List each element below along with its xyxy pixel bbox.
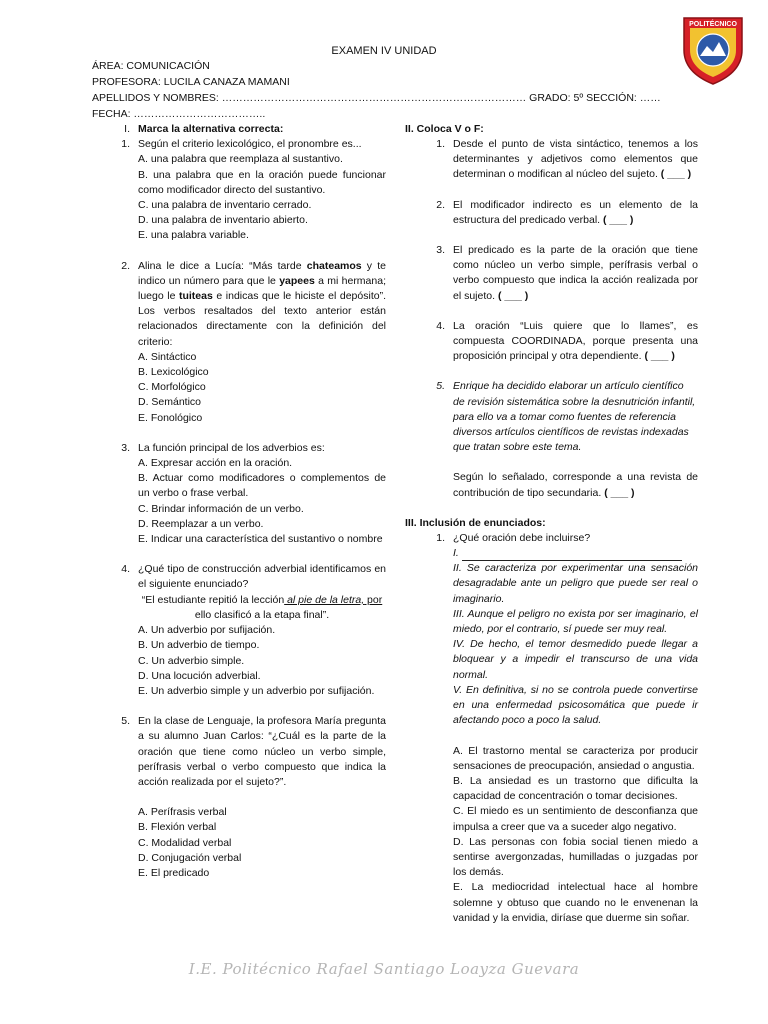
question-1: [110, 137, 386, 243]
school-crest-logo: [680, 14, 746, 86]
question-5: [110, 714, 386, 881]
question-stem: La función principal de los adverbios es:: [138, 441, 325, 454]
option-c: C. Un adverbio simple.: [138, 654, 245, 667]
option-c: C. Morfológico: [138, 381, 206, 394]
section-2-heading: II. Coloca V o F:: [405, 123, 484, 135]
student-name-field: APELLIDOS Y NOMBRES: …………………………………………………………………………… GRADO: 5º SECCIÓN: ……: [92, 92, 661, 104]
tf-item-5: [425, 379, 698, 500]
option-b: B. una palabra que en la oración puede funcionar como modificador directo del sustantivo.: [138, 168, 386, 196]
sentence-ii: II. Se caracteriza por experimentar una sensación desagradable ante un peligro que puede ser real o imaginario.: [453, 562, 698, 605]
question-stem: En la clase de Lenguaje, la profesora María pregunta a su alumno Juan Carlos: “¿Cuál es la parte de la oración que tiene como núcleo un verbo simple, perífrasis verbal o verbo compuesto que indica la acción realizada por el sujeto?”.: [138, 715, 386, 788]
item-number: 3.: [436, 244, 445, 257]
date-field: FECHA: ………………………………..: [92, 108, 266, 120]
option-b: B. Flexión verbal: [138, 821, 217, 834]
item-number: 2.: [436, 198, 445, 211]
question-3: [110, 441, 386, 547]
item-text: Según lo señalado, corresponde a una revista de contribución de tipo secundaria.: [453, 471, 698, 499]
question-2: [110, 259, 386, 426]
sentence-iv: IV. De hecho, el temor desmedido puede llegar a bloquear y a impedir el transcurso de una vida normal.: [453, 638, 698, 681]
option-d: D. Conjugación verbal: [138, 851, 242, 864]
question-stem: ¿Qué tipo de construcción adverbial identificamos en el siguiente enunciado?: [138, 563, 386, 591]
tf-item-3: [425, 243, 698, 304]
item-text: El predicado es la parte de la oración que tiene como núcleo un verbo simple, perífrasis verbal o verbo compuesto que indica la acción realizada por el sujeto.: [453, 244, 698, 302]
inclusion-question-1: [425, 531, 698, 926]
question-4: [110, 562, 386, 699]
blank-sentence-i: I.: [453, 546, 698, 561]
option-a: A. El trastorno mental se caracteriza por producir sensaciones de preocupación, ansiedad o angustia.: [453, 744, 698, 772]
option-d: D. una palabra de inventario abierto.: [138, 214, 308, 227]
question-stem: Según el criterio lexicológico, el pronombre es...: [138, 138, 362, 151]
footer-school-name: I.E. Politécnico Rafael Santiago Loayza Guevara: [188, 960, 580, 978]
left-column: [110, 122, 386, 881]
option-a: A. Expresar acción en la oración.: [138, 457, 293, 470]
option-e: E. Fonológico: [138, 411, 203, 424]
question-number: 3.: [121, 441, 130, 454]
option-e: E. una palabra variable.: [138, 229, 249, 242]
option-c: C. una palabra de inventario cerrado.: [138, 199, 312, 212]
question-number: 5.: [121, 715, 130, 728]
tf-item-4: [425, 319, 698, 365]
svg-text:POLITÉCNICO: POLITÉCNICO: [689, 21, 737, 28]
example-sentence: “El estudiante repitió la lección al pie de la letra, por: [141, 593, 383, 606]
section-1-title: Marca la alternativa correcta:: [138, 123, 284, 135]
tf-item-2: [425, 198, 698, 228]
question-stem: ¿Qué oración debe incluirse?: [453, 531, 591, 544]
option-e: E. El predicado: [138, 866, 210, 879]
item-number: 1.: [436, 138, 445, 150]
question-number: 4.: [121, 563, 130, 576]
question-number: 1.: [436, 531, 445, 544]
answer-blank[interactable]: ( ___ ): [603, 213, 634, 226]
item-context: Enrique ha decidido elaborar un artículo científico de revisión sistemática sobre la desnutrición infantil, para ello va a tomar como fuentes de referencia diversos artículos científicos de revistas indexadas que tratan sobre este tema.: [453, 380, 696, 454]
option-c: C. Modalidad verbal: [138, 836, 232, 849]
answer-blank[interactable]: ( ___ ): [644, 350, 675, 363]
option-a: A. Un adverbio por sufijación.: [138, 624, 276, 637]
section-3-heading: III. Inclusión de enunciados:: [405, 516, 546, 529]
option-d: D. Reemplazar a un verbo.: [138, 517, 264, 530]
sentence-iii: III. Aunque el peligro no exista por ser imaginario, el miedo, por el contrario, sí puede ser muy real.: [453, 607, 698, 636]
area-label: ÁREA: COMUNICACIÓN: [92, 60, 210, 72]
option-e: E. Un adverbio simple y un adverbio por sufijación.: [138, 684, 375, 697]
option-b: B. Actuar como modificadores o complementos de un verbo o frase verbal.: [138, 472, 386, 500]
right-column: [405, 122, 698, 926]
option-d: D. Las personas con fobia social tienen miedo a sentirse avergonzadas, humilladas o juzgadas por los demás.: [453, 835, 698, 879]
answer-blank[interactable]: ( ___ ): [604, 486, 635, 499]
answer-line[interactable]: [462, 550, 682, 561]
item-number: 4.: [436, 319, 445, 332]
section-1-heading: [110, 122, 386, 137]
option-e: E. Indicar una característica del sustantivo o nombre: [138, 533, 383, 546]
question-number: 2.: [121, 259, 130, 272]
item-text: El modificador indirecto es un elemento de la estructura del predicado verbal.: [453, 198, 698, 226]
option-c: C. Brindar información de un verbo.: [138, 502, 304, 515]
option-c: C. El miedo es un sentimiento de desconfianza que impulsa a creer que va a suceder algo negativo.: [453, 805, 698, 833]
option-e: E. La mediocridad intelectual hace al hombre solemne y obtuso que cuando no le envenenan la vanidad y la envidia, diríase que duerme sin soñar.: [453, 881, 698, 924]
answer-blank[interactable]: ( ___ ): [660, 168, 692, 181]
item-number: 5.: [436, 380, 445, 393]
option-b: B. Lexicológico: [138, 366, 209, 379]
option-a: A. Perífrasis verbal: [138, 806, 227, 819]
item-text: La oración “Luis quiere que lo llames”, es compuesta COORDINADA, porque presenta una proposición principal y otra dependiente.: [453, 319, 698, 363]
example-sentence-end: ello clasificó a la etapa final”.: [194, 608, 330, 621]
question-stem: Alina le dice a Lucía: “Más tarde chateamos y te indico un número para que le yapees a mi hermana; luego le tuiteas e indicas que le hiciste el depósito”. Los verbos resaltados del texto anterior están relacionados directamente con la definición del criterio:: [138, 259, 386, 348]
sentence-v: V. En definitiva, si no se controla puede convertirse en una enfermedad psicosomática que puede ir afectando poco a poco la salud.: [453, 683, 698, 727]
option-b: B. La ansiedad es un trastorno que dificulta la capacidad de concentración o tomar decisiones.: [453, 774, 698, 803]
option-b: B. Un adverbio de tiempo.: [138, 639, 260, 652]
option-d: D. Semántico: [138, 396, 202, 409]
section-1-number: I.: [124, 123, 130, 135]
question-number: 1.: [121, 138, 130, 151]
exam-title: EXAMEN IV UNIDAD: [331, 45, 437, 57]
answer-blank[interactable]: ( ___ ): [497, 289, 529, 302]
option-d: D. Una locución adverbial.: [138, 669, 261, 682]
tf-item-1: [425, 137, 698, 183]
option-a: A. Sintáctico: [138, 350, 197, 363]
item-text: Desde el punto de vista sintáctico, tenemos a los determinantes y adjetivos como elementos que determinan o modifican al núcleo del sujeto.: [453, 138, 698, 181]
option-a: A. una palabra que reemplaza al sustantivo.: [138, 153, 343, 166]
teacher-label: PROFESORA: LUCILA CANAZA MAMANI: [92, 76, 290, 88]
